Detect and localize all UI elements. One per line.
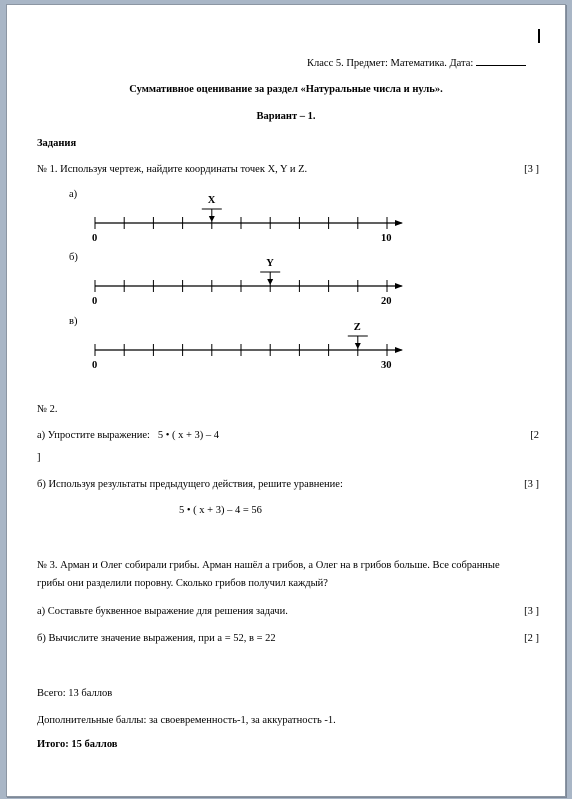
document-page bbox=[6, 4, 566, 797]
class-line: Класс 5. Предмет: Математика. Дата: bbox=[307, 55, 526, 70]
task2b-score: [3 ] bbox=[524, 479, 539, 490]
task1-score: [3 ] bbox=[524, 164, 539, 175]
task2-equation: 5 • ( x + 3) – 4 = 56 bbox=[179, 505, 262, 516]
axis-arrow bbox=[395, 220, 403, 226]
variant-title: Вариант – 1. bbox=[256, 111, 316, 122]
axis-arrow bbox=[395, 283, 403, 289]
line-label: в) bbox=[69, 316, 78, 327]
number-lines-figure bbox=[7, 5, 565, 385]
final-points: Итого: 15 баллов bbox=[37, 739, 118, 750]
tick-label-end: 20 bbox=[381, 296, 392, 307]
task3b-text: б) Вычислите значение выражения, при a = 52, в = 22 bbox=[37, 633, 276, 644]
document-title: Суммативное оценивание за раздел «Натуральные числа и нуль». bbox=[129, 84, 443, 95]
task3-text-line2: грибы они разделили поровну. Сколько грибов получил каждый? bbox=[37, 578, 328, 589]
extra-points: Дополнительные баллы: за своевременность-1, за аккуратность -1. bbox=[37, 715, 336, 726]
line-label: а) bbox=[69, 189, 78, 200]
point-label: X bbox=[207, 195, 216, 206]
tasks-heading: Задания bbox=[37, 138, 77, 149]
tick-label-end: 10 bbox=[381, 233, 392, 244]
point-arrow-head bbox=[209, 216, 215, 222]
axis-arrow bbox=[395, 347, 403, 353]
task3b-score: [2 ] bbox=[524, 633, 539, 644]
task2a-score: [2 bbox=[530, 430, 539, 441]
point-arrow-head bbox=[355, 343, 361, 349]
task3a-text: а) Составьте буквенное выражение для решения задачи. bbox=[37, 606, 288, 617]
task2a-text: а) Упростите выражение: 5 • ( x + 3) – 4 bbox=[37, 430, 220, 441]
task2a-expression: 5 • ( x + 3) – 4 bbox=[157, 430, 220, 441]
point-label: Z bbox=[353, 322, 361, 333]
tick-label-start: 0 bbox=[92, 296, 98, 307]
tick-label-end: 30 bbox=[381, 360, 392, 371]
point-label: Y bbox=[266, 258, 274, 269]
tick-label-start: 0 bbox=[92, 233, 98, 244]
task2-number: № 2. bbox=[37, 404, 58, 415]
task3-text-line1: № 3. Арман и Олег собирали грибы. Арман нашёл a грибов, а Олег на в грибов больше. Все собранные bbox=[37, 560, 500, 571]
task2a-score-close: ] bbox=[37, 452, 41, 463]
task1-text: № 1. Используя чертеж, найдите координаты точек X, Y и Z. bbox=[37, 164, 308, 175]
point-arrow-head bbox=[267, 279, 273, 285]
total-points: Всего: 13 баллов bbox=[37, 688, 113, 699]
task2b-text: б) Используя результаты предыдущего действия, решите уравнение: bbox=[37, 479, 343, 490]
task3a-score: [3 ] bbox=[524, 606, 539, 617]
tick-label-start: 0 bbox=[92, 360, 98, 371]
line-label: б) bbox=[69, 252, 78, 263]
